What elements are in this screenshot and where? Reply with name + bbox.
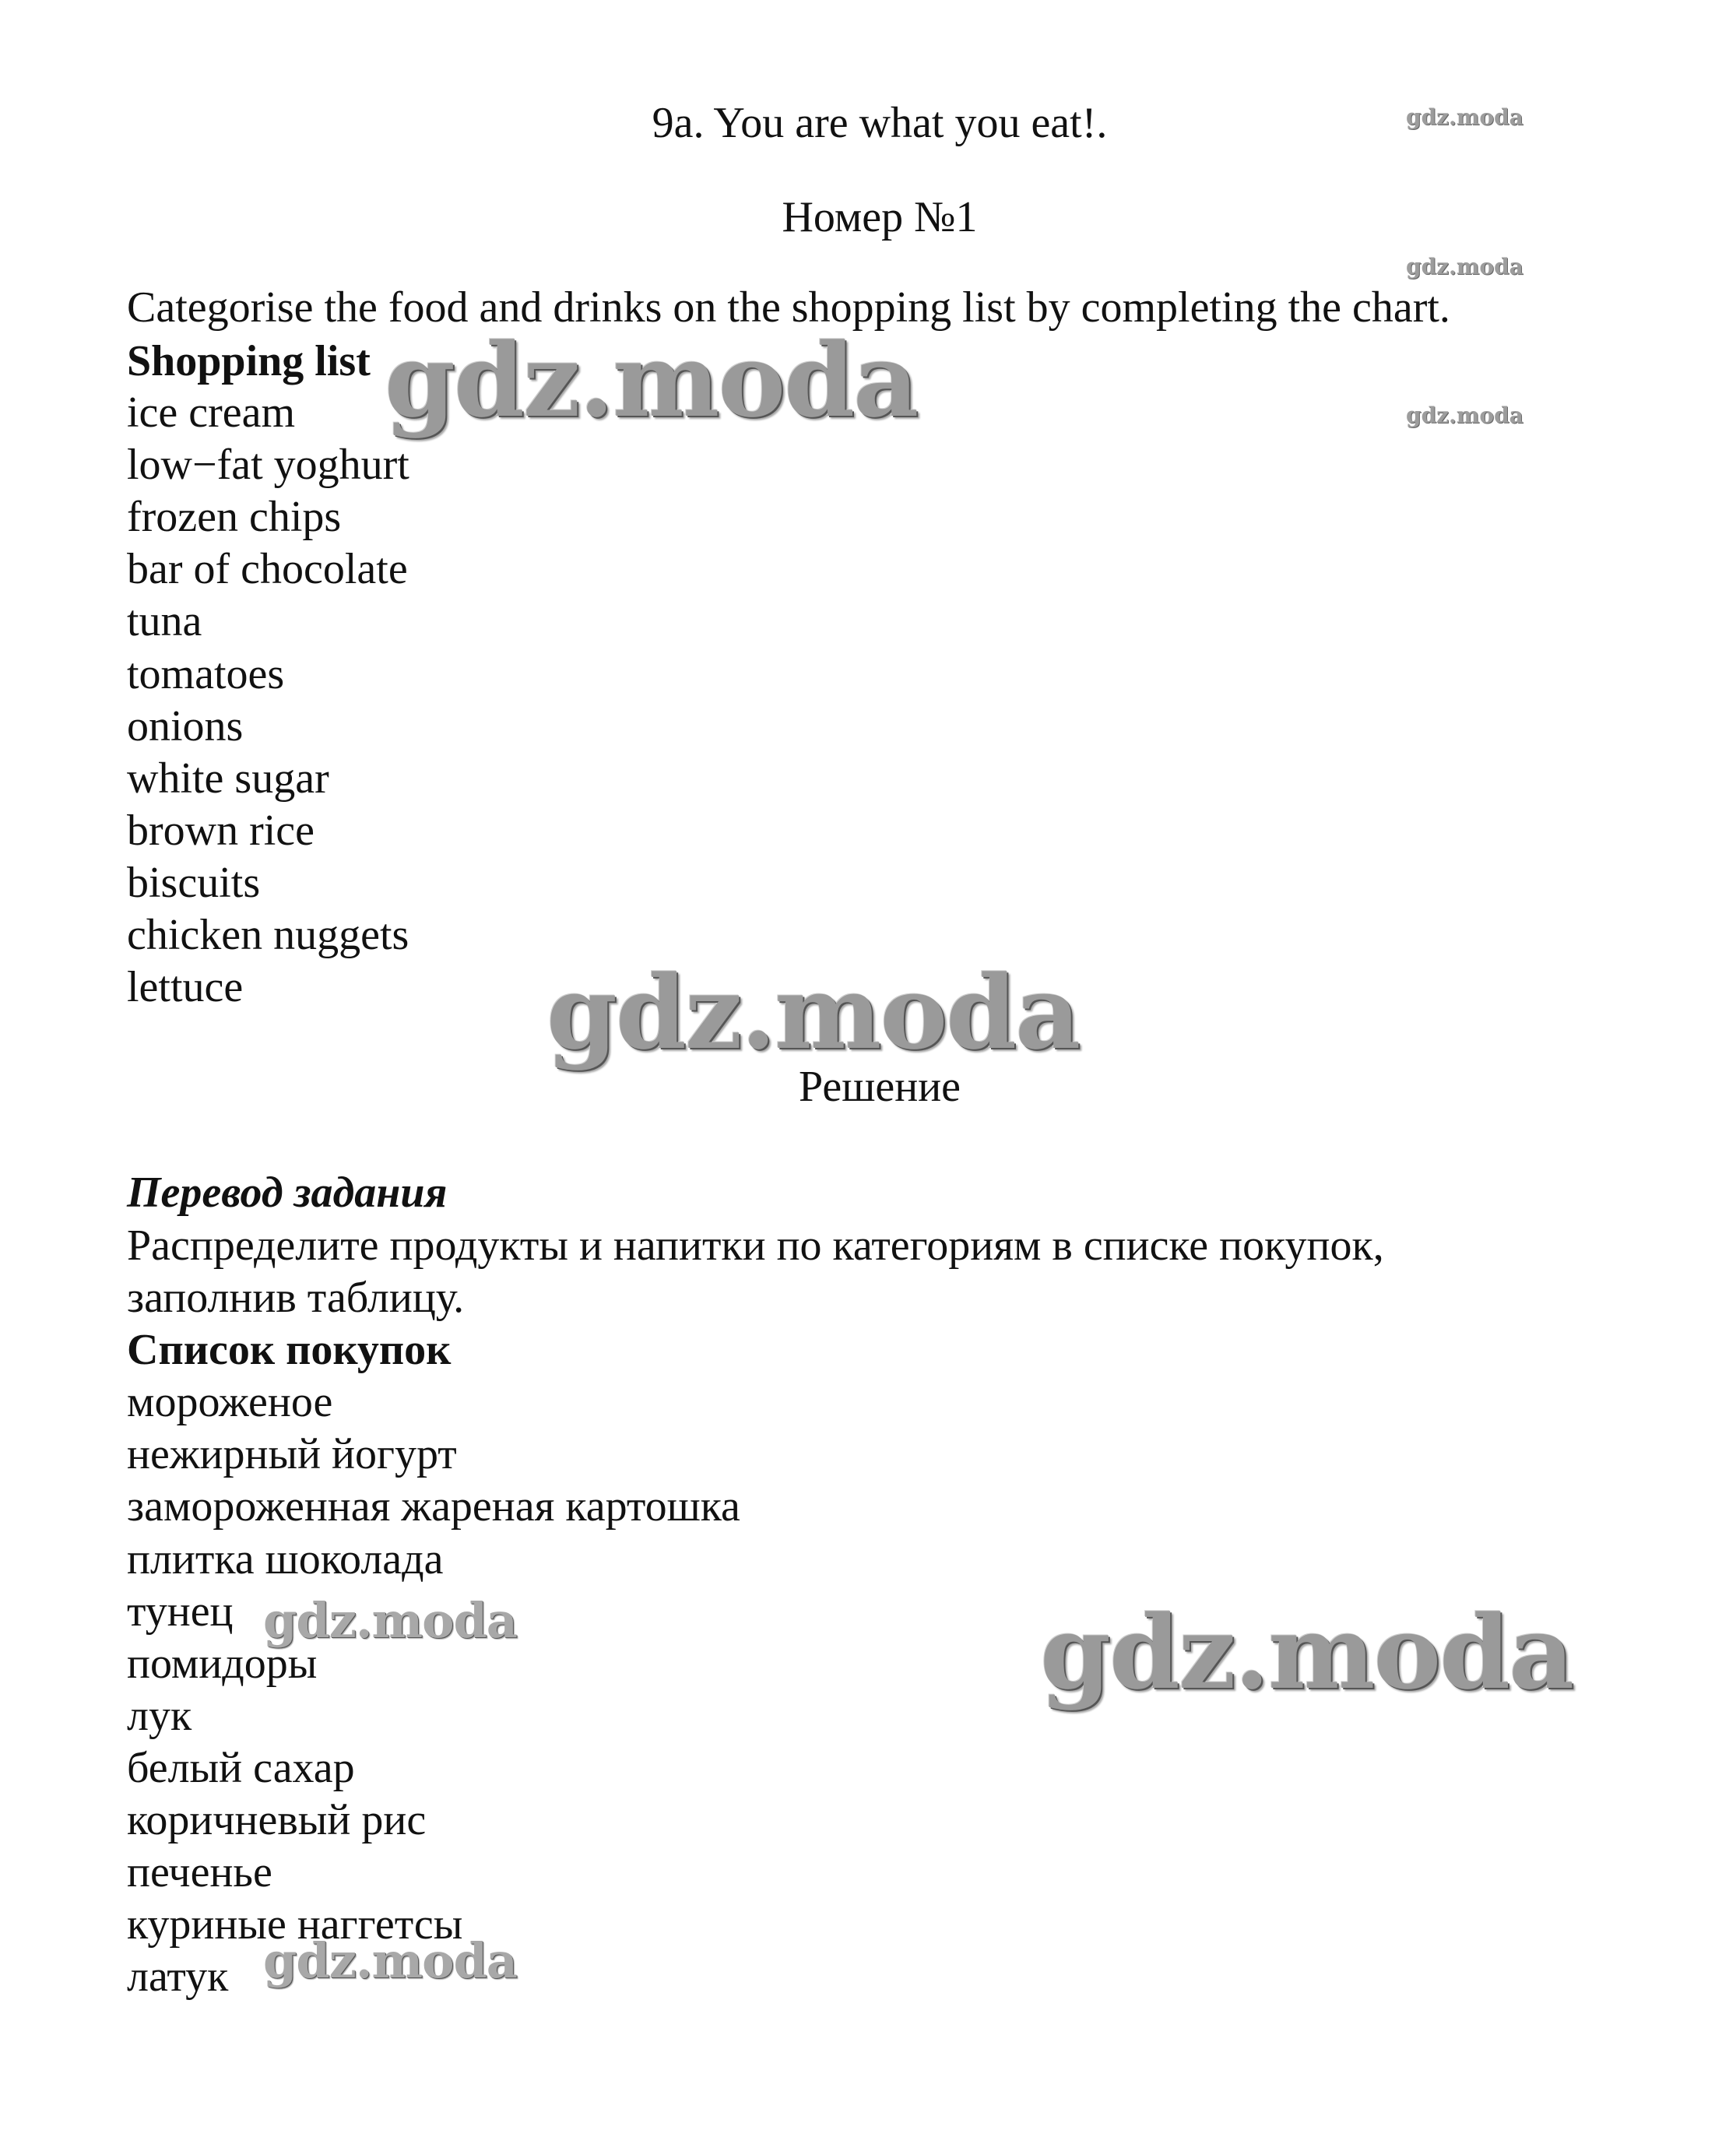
russian-list-item: лук bbox=[127, 1692, 192, 1740]
russian-list-item: белый сахар bbox=[127, 1744, 355, 1792]
russian-list-item: коричневый рис bbox=[127, 1796, 427, 1844]
shopping-list-item: frozen chips bbox=[127, 493, 342, 541]
shopping-list-item: brown rice bbox=[127, 807, 315, 855]
watermark-logo: gdz.moda bbox=[1406, 104, 1523, 130]
russian-list-item: латук bbox=[127, 1952, 229, 2001]
translation-heading: Перевод задания bbox=[127, 1169, 448, 1217]
shopping-list-item: tomatoes bbox=[127, 650, 285, 698]
shopping-list-item: chicken nuggets bbox=[127, 911, 409, 959]
watermark-logo: gdz.moda bbox=[263, 1592, 517, 1649]
shopping-list-item: ice cream bbox=[127, 388, 296, 437]
shopping-list-item: tuna bbox=[127, 597, 202, 645]
watermark-logo: gdz.moda bbox=[263, 1932, 517, 1989]
shopping-list-item: white sugar bbox=[127, 754, 329, 803]
watermark-logo: gdz.moda bbox=[1040, 1593, 1573, 1712]
shopping-list-title: Shopping list bbox=[127, 337, 371, 385]
solution-heading: Решение bbox=[798, 1063, 961, 1111]
russian-list-item: нежирный йогурт bbox=[127, 1430, 457, 1478]
russian-list-item: плитка шоколада bbox=[127, 1535, 444, 1583]
russian-list-item: куриные наггетсы bbox=[127, 1900, 463, 1949]
page-title: 9a. You are what you eat!. bbox=[652, 99, 1108, 147]
russian-list-item: помидоры bbox=[127, 1640, 318, 1688]
watermark-logo: gdz.moda bbox=[385, 321, 918, 440]
exercise-number: Номер №1 bbox=[782, 193, 978, 241]
russian-list-item: мороженое bbox=[127, 1378, 333, 1426]
translation-text: Распределите продукты и напитки по категориям в списке покупок, bbox=[127, 1221, 1384, 1270]
task-instruction: Categorise the food and drinks on the shopping list by completing the chart. bbox=[127, 283, 1450, 332]
watermark-logo: gdz.moda bbox=[1406, 402, 1523, 428]
russian-list-item: замороженная жареная картошка bbox=[127, 1482, 740, 1531]
watermark-logo: gdz.moda bbox=[1406, 254, 1523, 279]
russian-list-item: печенье bbox=[127, 1848, 272, 1896]
watermark-logo: gdz.moda bbox=[546, 953, 1080, 1072]
russian-list-item: тунец bbox=[127, 1587, 234, 1636]
shopping-list-item: onions bbox=[127, 702, 244, 750]
shopping-list-item: lettuce bbox=[127, 963, 244, 1011]
translation-text: заполнив таблицу. bbox=[127, 1274, 465, 1322]
shopping-list-item: biscuits bbox=[127, 859, 261, 907]
shopping-list-item: low−fat yoghurt bbox=[127, 441, 409, 489]
shopping-list-item: bar of chocolate bbox=[127, 545, 408, 593]
russian-list-title: Список покупок bbox=[127, 1326, 452, 1374]
